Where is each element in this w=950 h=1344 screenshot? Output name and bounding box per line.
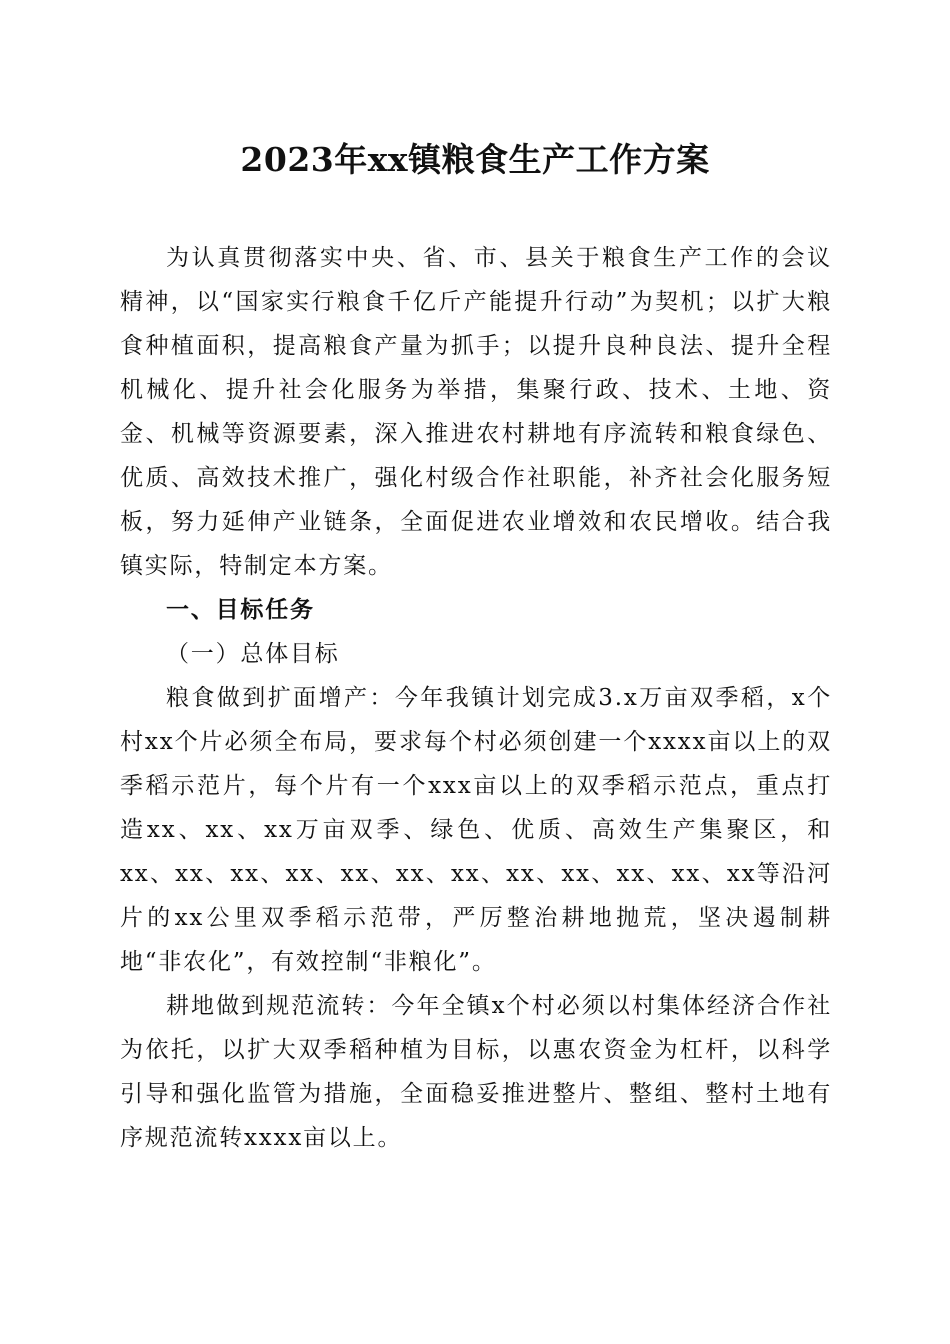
document-body xyxy=(120,236,832,1160)
document-title: 2023年xx镇粮食生产工作方案 xyxy=(240,140,710,179)
section-heading-goals: 一、目标任务 xyxy=(166,597,315,623)
subsection-heading-overall-goal: （一）总体目标 xyxy=(166,641,340,667)
paragraph-grain-expansion: 粮食做到扩面增产：今年我镇计划完成3.x万亩双季稻，x个村xx个片必须全布局，要求每个村必须创建一个xxxx亩以上的双季稻示范片，每个片有一个xxx亩以上的双季稻示范点，重点打造xx、xx、xx万亩双季、绿色、优质、高效生产集聚区，和xx、xx、xx、xx、xx、xx、xx、xx、xx、xx、xx、xx等沿河片的xx公里双季稻示范带，严厉整治耕地抛荒，坚决遏制耕地“非农化”，有效控制“非粮化”。 xyxy=(120,685,832,975)
paragraph-land-transfer: 耕地做到规范流转：今年全镇x个村必须以村集体经济合作社为依托，以扩大双季稻种植为目标，以惠农资金为杠杆，以科学引导和强化监管为措施，全面稳妥推进整片、整组、整村土地有序规范流转xxxx亩以上。 xyxy=(120,993,832,1151)
intro-paragraph: 为认真贯彻落实中央、省、市、县关于粮食生产工作的会议精神，以“国家实行粮食千亿斤产能提升行动”为契机；以扩大粮食种植面积，提高粮食产量为抓手；以提升良种良法、提升全程机械化、提升社会化服务为举措，集聚行政、技术、土地、资金、机械等资源要素，深入推进农村耕地有序流转和粮食绿色、优质、高效技术推广，强化村级合作社职能，补齐社会化服务短板，努力延伸产业链条，全面促进农业增效和农民增收。结合我镇实际，特制定本方案。 xyxy=(120,245,832,579)
